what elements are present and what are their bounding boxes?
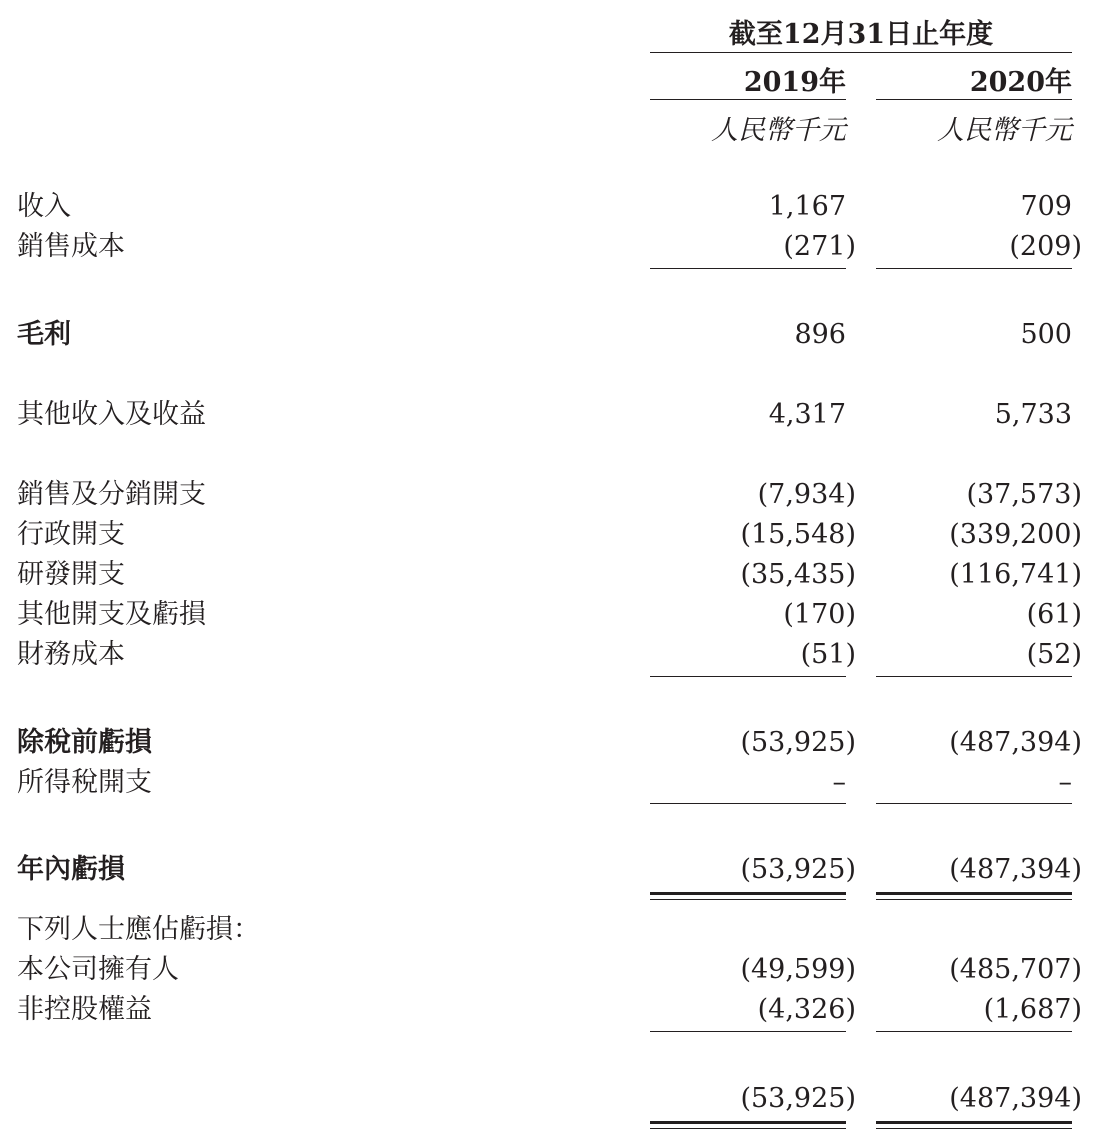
row-label-selling-expenses: 銷售及分銷開支 xyxy=(17,479,206,510)
row-label-income-tax: 所得稅開支 xyxy=(17,767,152,798)
subtotal-rule xyxy=(650,803,846,804)
value-2020-finance-costs: (52) xyxy=(1026,639,1082,670)
value-2019-selling-expenses: (7,934) xyxy=(757,479,856,510)
row-label-rnd-expenses: 研發開支 xyxy=(17,559,125,590)
subtotal-rule xyxy=(650,676,846,677)
value-2020-revenue: 709 xyxy=(1020,191,1072,222)
value-2019-gross-profit: 896 xyxy=(794,319,846,350)
header-rule xyxy=(650,52,1072,53)
value-2020-loss-for-year: (487,394) xyxy=(949,854,1082,885)
year-2019-rule xyxy=(650,99,846,100)
total-double-rule-top xyxy=(650,1121,846,1124)
value-2019-income-tax: – xyxy=(832,767,846,798)
subtotal-rule xyxy=(650,268,846,269)
value-2019-loss-for-year: (53,925) xyxy=(740,854,856,885)
subtotal-rule xyxy=(650,1031,846,1032)
value-2020-admin-expenses: (339,200) xyxy=(949,519,1082,550)
row-label-revenue: 收入 xyxy=(17,191,71,222)
value-2020-owners: (485,707) xyxy=(949,954,1082,985)
value-2020-other-expenses: (61) xyxy=(1026,599,1082,630)
value-2020-gross-profit: 500 xyxy=(1020,319,1072,350)
value-2019-finance-costs: (51) xyxy=(800,639,856,670)
value-2019-revenue: 1,167 xyxy=(768,191,846,222)
unit-2019-header: 人民幣千元 xyxy=(711,115,846,146)
total-double-rule-top xyxy=(650,892,846,895)
row-label-cost-of-sales: 銷售成本 xyxy=(17,231,125,262)
total-double-rule-bottom xyxy=(876,1128,1072,1129)
year-2020-rule xyxy=(876,99,1072,100)
value-2020-other-income: 5,733 xyxy=(994,399,1072,430)
row-label-owners: 本公司擁有人 xyxy=(17,954,179,985)
row-label-admin-expenses: 行政開支 xyxy=(17,519,125,550)
unit-2020-header: 人民幣千元 xyxy=(937,115,1072,146)
subtotal-rule xyxy=(876,676,1072,677)
total-double-rule-bottom xyxy=(650,899,846,900)
row-label-other-income: 其他收入及收益 xyxy=(17,399,206,430)
year-2020-header: 2020年 xyxy=(969,67,1072,98)
value-2019-other-expenses: (170) xyxy=(783,599,856,630)
total-double-rule-bottom xyxy=(876,899,1072,900)
value-2019-owners: (49,599) xyxy=(740,954,856,985)
row-label-other-expenses: 其他開支及虧損 xyxy=(17,599,206,630)
subtotal-rule xyxy=(876,803,1072,804)
total-double-rule-bottom xyxy=(650,1128,846,1129)
value-2020-non-controlling: (1,687) xyxy=(983,994,1082,1025)
row-label-loss-for-year: 年內虧損 xyxy=(17,854,125,885)
row-label-loss-before-tax: 除稅前虧損 xyxy=(17,727,152,758)
value-2019-rnd-expenses: (35,435) xyxy=(740,559,856,590)
value-2020-total-attributable: (487,394) xyxy=(949,1083,1082,1114)
value-2019-non-controlling: (4,326) xyxy=(757,994,856,1025)
total-double-rule-top xyxy=(876,1121,1072,1124)
row-label-finance-costs: 財務成本 xyxy=(17,639,125,670)
subtotal-rule xyxy=(876,268,1072,269)
year-2019-header: 2019年 xyxy=(743,67,846,98)
value-2019-total-attributable: (53,925) xyxy=(740,1083,856,1114)
value-2020-income-tax: – xyxy=(1058,767,1072,798)
value-2020-rnd-expenses: (116,741) xyxy=(949,559,1082,590)
value-2020-loss-before-tax: (487,394) xyxy=(949,727,1082,758)
value-2019-admin-expenses: (15,548) xyxy=(740,519,856,550)
row-label-non-controlling: 非控股權益 xyxy=(17,994,152,1025)
value-2019-cost-of-sales: (271) xyxy=(783,231,856,262)
subtotal-rule xyxy=(876,1031,1072,1032)
value-2020-cost-of-sales: (209) xyxy=(1009,231,1082,262)
row-label-gross-profit: 毛利 xyxy=(17,319,71,350)
total-double-rule-top xyxy=(876,892,1072,895)
period-header: 截至12月31日止年度 xyxy=(728,19,994,50)
value-2019-other-income: 4,317 xyxy=(768,399,846,430)
value-2020-selling-expenses: (37,573) xyxy=(966,479,1082,510)
row-label-attributable-to: 下列人士應佔虧損： xyxy=(17,914,260,945)
value-2019-loss-before-tax: (53,925) xyxy=(740,727,856,758)
